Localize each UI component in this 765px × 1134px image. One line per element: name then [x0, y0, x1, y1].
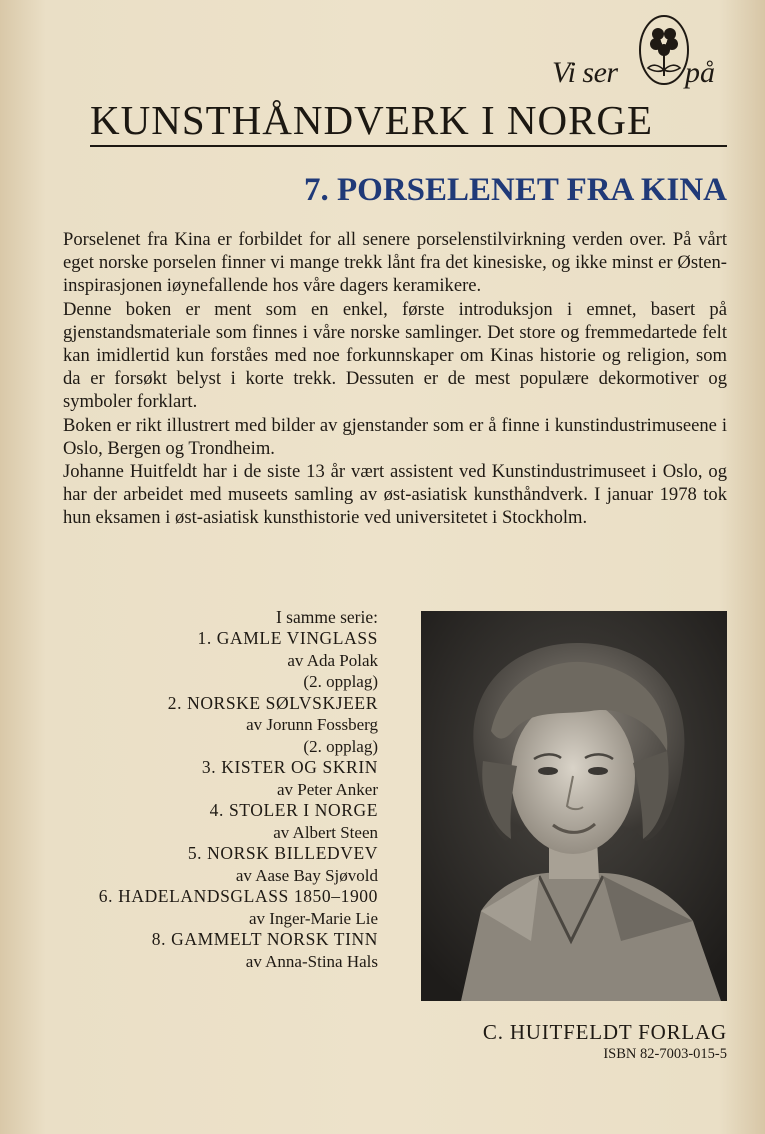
title-divider [90, 145, 727, 147]
series-item-author: av Anna-Stina Hals [245, 951, 378, 971]
series-item-author: av Albert Steen [273, 822, 378, 842]
logo-text-right: på [685, 56, 715, 89]
series-list-heading: I samme serie: [275, 607, 378, 627]
series-item-author: av Peter Anker [276, 779, 378, 799]
series-item-title: 4. STOLER I NORGE [209, 800, 378, 820]
logo-text-left: Vi ser [552, 56, 618, 89]
series-item-note: (2. opplag) [303, 672, 378, 691]
author-portrait-drawing [421, 611, 727, 1001]
series-item-title: 1. GAMLE VINGLASS [197, 628, 378, 648]
isbn-number: ISBN 82-7003-015-5 [603, 1046, 727, 1062]
series-logo [552, 14, 727, 94]
description-text [63, 228, 727, 530]
volume-title: 7. PORSELENET FRA KINA [304, 172, 727, 208]
description-paragraph: Boken er rikt illustrert med bilder av gjenstander som er å finne i kunstindustrimuseene i Oslo, Bergen og Trondheim. [63, 414, 727, 459]
series-title: KUNSTHÅNDVERK I NORGE [90, 97, 654, 143]
series-item-author: av Jorunn Fossberg [246, 715, 378, 734]
author-bio-paragraph: Johanne Huitfeldt har i de siste 13 år vært assistent ved Kunstindustrimuseet i Oslo, og har der arbeidet med museets samling av øst-asiatisk kunsthåndverk. I januar 1978 tok hun eksamen i øst-asiatisk kunsthistorie ved universitetet i Stockholm. [63, 461, 727, 529]
series-item-title: 2. NORSKE SØLVSKJEER [167, 692, 378, 713]
same-series-list [40, 606, 378, 972]
series-item-author: av Inger-Marie Lie [249, 908, 378, 928]
series-item-title: 5. NORSK BILLEDVEV [187, 843, 378, 863]
description-paragraph: Porselenet fra Kina er forbildet for all senere porselenstilvirkning verden over. På vårt eget norske porselen finner vi mange trekk lånt fra det kinesiske, og ikke minst er Østen-inspirasjonen iøynefallende hos våre dagers keramikere. [63, 229, 727, 297]
series-item-title: 3. KISTER OG SKRIN [201, 757, 378, 777]
series-item-author: av Aase Bay Sjøvold [235, 865, 378, 885]
series-item-title: 6. HADELANDSGLASS 1850–1900 [98, 886, 378, 906]
description-paragraph: Denne boken er ment som en enkel, første introduksjon i emnet, basert på gjenstandsmateriale som finnes i våre norske samlinger. Det store og fremmedartede felt kan imidlertid kun forståes med noe forkunnskaper om Kinas historie og religion, som da er forsøkt belyst i korte trekk. Dessuten er de mest populære dekormotiver og symboler forklart. [63, 298, 727, 413]
publisher-name: C. HUITFELDT FORLAG [482, 1020, 727, 1044]
series-item-author: av Ada Polak [287, 650, 378, 670]
series-item-title: 8. GAMMELT NORSK TINN [151, 929, 378, 949]
author-portrait-photo [421, 611, 727, 1001]
flower-emblem-icon [636, 14, 692, 92]
series-item-note: (2. opplag) [303, 736, 378, 756]
